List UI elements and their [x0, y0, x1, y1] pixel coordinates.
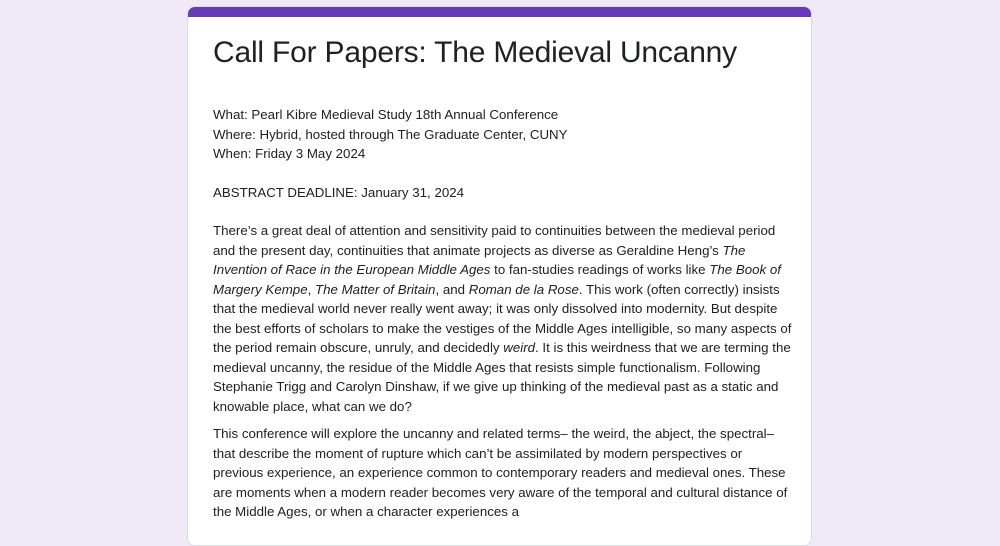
- theme-accent-bar: [188, 7, 811, 17]
- form-header-card: [187, 6, 812, 546]
- spacer: [213, 202, 793, 221]
- title-italic: The Book of Margery Kempe: [213, 262, 781, 297]
- detail-what: What: Pearl Kibre Medieval Study 18th Annual Conference: [213, 107, 559, 122]
- paragraph-text: . It is this weirdness that we are terming the medieval uncanny, the residue of the Middle Ages that resists simple functionalism. Following Stephanie Trigg and Carolyn Dinshaw, if we give up thinking of the medieval past as a static and knowable place, what can we do?: [213, 340, 791, 414]
- paragraph-text: There’s a great deal of attention and sensitivity paid to continuities between the medieval period and the present day, continuities that animate projects as diverse as Geraldine Heng’s: [213, 223, 776, 258]
- title-italic: Roman de la Rose: [468, 281, 579, 297]
- form-description: [213, 105, 793, 522]
- form-header-body: [213, 35, 793, 530]
- paragraph-text: , and: [435, 281, 469, 297]
- paragraph-text: to fan-studies readings of works like: [490, 262, 710, 277]
- abstract-deadline: ABSTRACT DEADLINE: January 31, 2024: [213, 184, 465, 200]
- spacer: [213, 164, 793, 183]
- description-paragraph-1: [213, 221, 793, 416]
- paragraph-text: ,: [307, 281, 315, 297]
- paragraph-text: . This work (often correctly) insists that the medieval world never really went away; it was only dissolved into modernity. But despite the best efforts of scholars to make the vestiges of the Middle Ages intelligible, so many aspects of the period remain obscure, unruly, and decidedly: [213, 281, 792, 355]
- emphasis-italic: weird: [503, 340, 536, 355]
- detail-where: Where: Hybrid, hosted through The Graduate Center, CUNY: [213, 126, 568, 142]
- title-italic: The Matter of Britain: [314, 281, 436, 297]
- detail-when: When: Friday 3 May 2024: [213, 146, 366, 161]
- description-paragraph-2: This conference will explore the uncanny and related terms– the weird, the abject, the spectral– that describe the moment of rupture which can’t be assimilated by modern perspectives or previous experience, an experience common to contemporary readers and medieval ones. These are moments when a modern reader becomes very aware of the temporal and cultural distance of the Middle Ages, or when a character experiences a: [213, 426, 788, 519]
- title-italic: The Invention of Race in the European Middle Ages: [213, 242, 746, 277]
- form-title: Call For Papers: The Medieval Uncanny: [213, 36, 737, 69]
